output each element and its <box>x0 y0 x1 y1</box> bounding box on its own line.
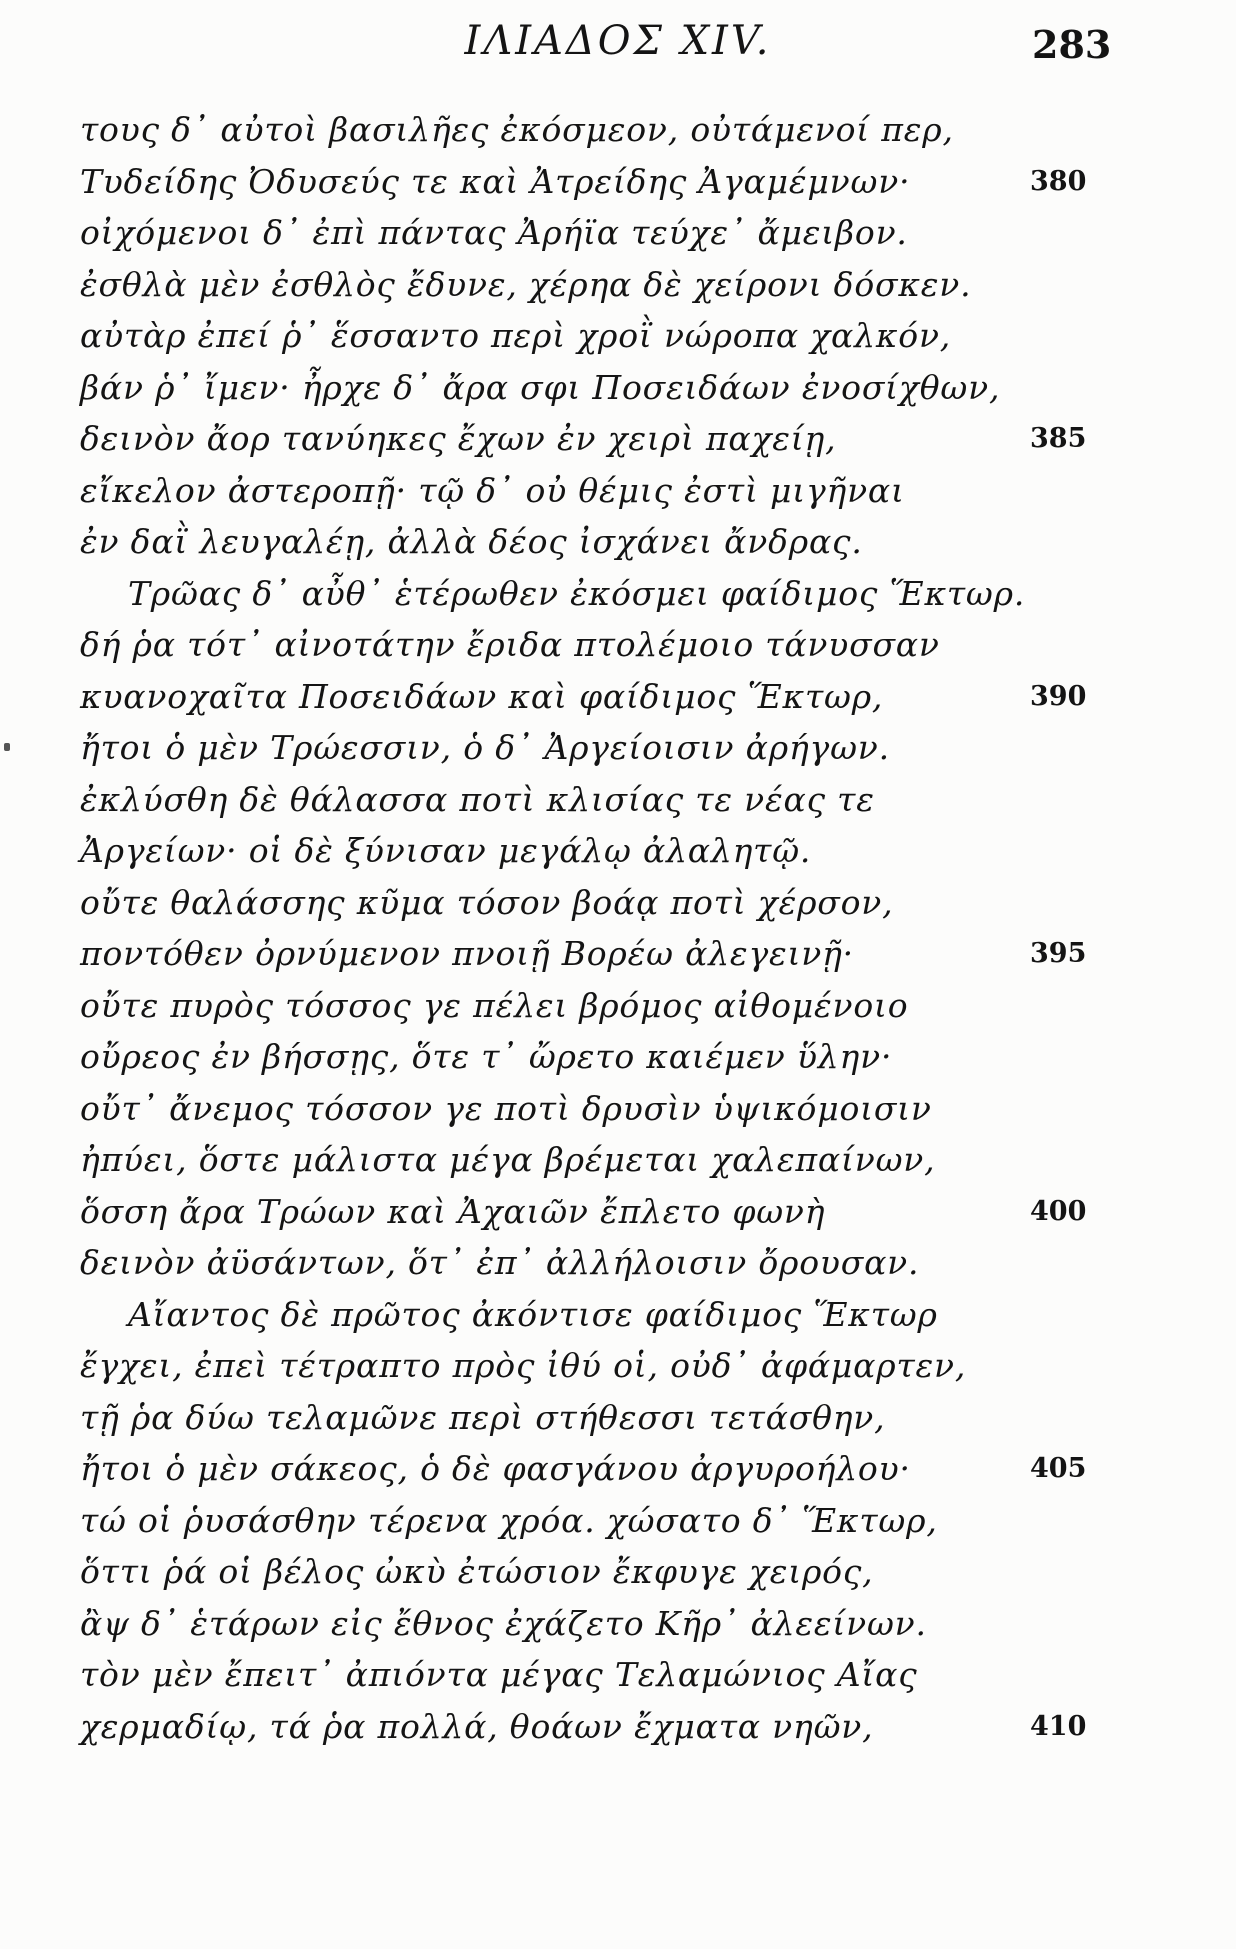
verse-text: ἐσθλὰ μὲν ἐσθλὸς ἔδυνε, χέρηα δὲ χείρονι δόσκεν. <box>80 264 972 304</box>
verse-line <box>0 1649 1236 1701</box>
verse-text: ὅσση ἄρα Τρώων καὶ Ἀχαιῶν ἔπλετο φωνὴ <box>80 1191 826 1231</box>
line-number: 390 <box>1030 680 1087 712</box>
verse-text: οὔτε πυρὸς τόσσος γε πέλει βρόμος αἰθομένοιο <box>80 985 909 1025</box>
verse-line <box>0 1186 1236 1238</box>
verse-line <box>0 259 1236 311</box>
verse-line <box>0 156 1236 208</box>
verse-text: ἂψ δ᾽ ἑτάρων εἰς ἔθνος ἐχάζετο Κῆρ᾽ ἀλεείνων. <box>80 1603 927 1643</box>
verse-line <box>0 825 1236 877</box>
verse-text: εἴκελον ἀστεροπῇ· τῷ δ᾽ οὐ θέμις ἐστὶ μιγῆναι <box>80 470 905 510</box>
verse-text: Ἀργείων· οἱ δὲ ξύνισαν μεγάλῳ ἀλαλητῷ. <box>80 831 812 870</box>
verse-line <box>0 1031 1236 1083</box>
verse-text: οὔρεος ἐν βήσσῃς, ὅτε τ᾽ ὤρετο καιέμεν ὕλην· <box>80 1037 893 1076</box>
verse-text: οἰχόμενοι δ᾽ ἐπὶ πάντας Ἀρήϊα τεύχε᾽ ἄμειβον. <box>80 213 908 252</box>
verse-line <box>0 1392 1236 1444</box>
verse-text: δεινὸν ἀϋσάντων, ὅτ᾽ ἐπ᾽ ἀλλήλοισιν ὄρουσαν. <box>80 1243 920 1282</box>
verse-line <box>0 516 1236 568</box>
verse-text: τώ οἱ ῥυσάσθην τέρενα χρόα. χώσατο δ᾽ Ἕκτωρ, <box>80 1500 938 1540</box>
page-number: 283 <box>1032 22 1112 67</box>
verse-line <box>0 877 1236 929</box>
verse-line <box>0 568 1236 620</box>
verse-block <box>0 104 1236 1744</box>
verse-line <box>0 928 1236 980</box>
verse-line <box>0 1083 1236 1135</box>
verse-text: ἤτοι ὁ μὲν Τρώεσσιν, ὁ δ᾽ Ἀργείοισιν ἀρήγων. <box>80 728 890 767</box>
verse-line <box>0 465 1236 517</box>
verse-line <box>0 1701 1236 1753</box>
verse-text: τὸν μὲν ἔπειτ᾽ ἀπιόντα μέγας Τελαμώνιος Αἴας <box>80 1655 918 1694</box>
line-number: 395 <box>1030 938 1087 969</box>
verse-line <box>0 722 1236 774</box>
verse-text: τους δ᾽ αὐτοὶ βασιλῆες ἐκόσμεον, οὐτάμενοί περ, <box>80 110 954 149</box>
verse-text: ἤτοι ὁ μὲν σάκεος, ὁ δὲ φασγάνου ἀργυροήλου· <box>80 1449 911 1488</box>
verse-line <box>0 1598 1236 1650</box>
verse-text: δή ῥα τότ᾽ αἰνοτάτην ἔριδα πτολέμοιο τάνυσσαν <box>80 625 940 664</box>
verse-text: βάν ῥ᾽ ἴμεν· ἦρχε δ᾽ ἄρα σφι Ποσειδάων ἐνοσίχθων, <box>80 367 1001 407</box>
verse-text: Τρῶας δ᾽ αὖθ᾽ ἑτέρωθεν ἐκόσμει φαίδιμος Ἕκτωρ. <box>128 573 1026 613</box>
verse-text: τῇ ῥα δύω τελαμῶνε περὶ στήθεσσι τετάσθην, <box>80 1397 886 1437</box>
verse-line <box>0 1289 1236 1341</box>
verse-line <box>0 1340 1236 1392</box>
running-header: ΙΛΙΑΔΟΣ XIV. <box>464 18 772 64</box>
verse-line <box>0 1495 1236 1547</box>
verse-line <box>0 774 1236 826</box>
line-number: 380 <box>1030 165 1087 197</box>
verse-line <box>0 104 1236 156</box>
verse-text: ἐν δαῒ λευγαλέῃ, ἀλλὰ δέος ἰσχάνει ἄνδρας. <box>80 522 863 561</box>
verse-line <box>0 619 1236 671</box>
verse-text: ποντόθεν ὀρνύμενον πνοιῇ Βορέω ἀλεγεινῇ· <box>80 934 854 973</box>
verse-text: Τυδείδης Ὀδυσεύς τε καὶ Ἀτρείδης Ἀγαμέμνων· <box>80 161 911 201</box>
verse-line <box>0 362 1236 414</box>
verse-text: δεινὸν ἄορ τανύηκες ἔχων ἐν χειρὶ παχείῃ, <box>80 419 837 458</box>
verse-line <box>0 207 1236 259</box>
verse-text: κυανοχαῖτα Ποσειδάων καὶ φαίδιμος Ἕκτωρ, <box>80 676 884 716</box>
verse-text: οὔτ᾽ ἄνεμος τόσσον γε ποτὶ δρυσὶν ὑψικόμοισιν <box>80 1088 932 1128</box>
verse-line <box>0 1443 1236 1495</box>
verse-line <box>0 310 1236 362</box>
verse-line <box>0 1237 1236 1289</box>
verse-text: ἠπύει, ὅστε μάλιστα μέγα βρέμεται χαλεπαίνων, <box>80 1140 936 1179</box>
verse-line <box>0 671 1236 723</box>
line-number: 400 <box>1030 1195 1087 1227</box>
verse-text: αὐτὰρ ἐπεί ῥ᾽ ἕσσαντο περὶ χροῒ νώροπα χαλκόν, <box>80 316 952 355</box>
verse-text: οὔτε θαλάσσης κῦμα τόσον βοάᾳ ποτὶ χέρσον, <box>80 882 894 922</box>
verse-line <box>0 1134 1236 1186</box>
verse-line <box>0 413 1236 465</box>
line-number: 410 <box>1030 1710 1087 1742</box>
verse-text: ὅττι ῥά οἱ βέλος ὠκὺ ἐτώσιον ἔκφυγε χειρός, <box>80 1552 874 1591</box>
verse-text: ἐκλύσθη δὲ θάλασσα ποτὶ κλισίας τε νέας τε <box>80 779 875 819</box>
line-number: 385 <box>1030 423 1087 454</box>
verse-text: ἔγχει, ἐπεὶ τέτραπτο πρὸς ἰθύ οἱ, οὐδ᾽ ἀφάμαρτεν, <box>80 1346 967 1385</box>
verse-text: χερμαδίῳ, τά ῥα πολλά, θοάων ἔχματα νηῶν, <box>80 1706 874 1746</box>
line-number: 405 <box>1030 1453 1087 1484</box>
verse-line <box>0 1546 1236 1598</box>
verse-text: Αἴαντος δὲ πρῶτος ἀκόντισε φαίδιμος Ἕκτωρ <box>128 1294 938 1334</box>
verse-line <box>0 980 1236 1032</box>
